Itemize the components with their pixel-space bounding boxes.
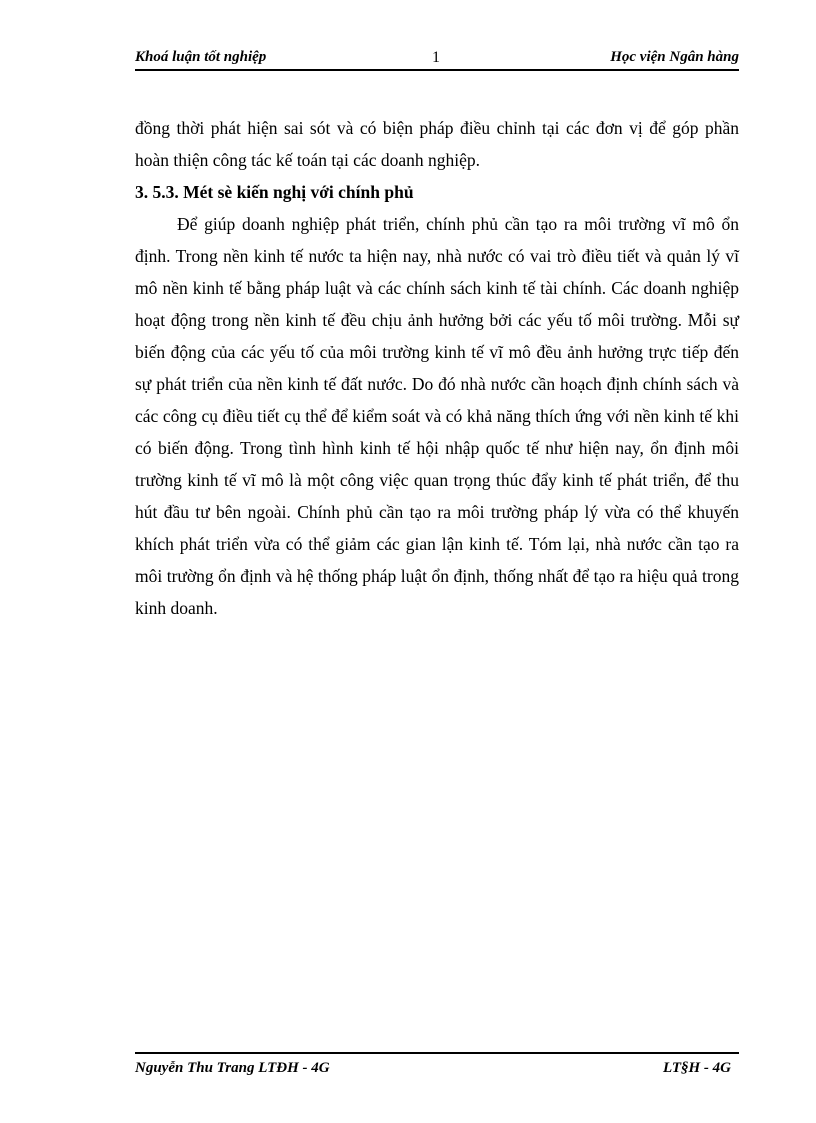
page-number: 1 [432,49,440,66]
paragraph-continuation: đồng thời phát hiện sai sót và có biện pháp điều chỉnh tại các đơn vị để góp phần hoàn thiện công tác kế toán tại các doanh nghiệp. [135,118,739,170]
page-header [135,49,739,71]
footer-author: Nguyễn Thu Trang LTĐH - 4G [135,1060,330,1076]
header-institution: Học viện Ngân hàng [610,49,739,65]
paragraph-recommendations: Để giúp doanh nghiệp phát triển, chính phủ cần tạo ra môi trường vĩ mô ổn định. Trong nền kinh tế nước ta hiện nay, nhà nước có vai trò điều tiết và quản lý vĩ mô nền kinh tế bằng pháp luật và các chính sách kinh tế tài chính. Các doanh nghiệp hoạt động trong nền kinh tế đều chịu ảnh hưởng bởi các yếu tố môi trường. Mỗi sự biến động của các yếu tố của môi trường kinh tế vĩ mô đều ảnh hưởng trực tiếp đến sự phát triển của nền kinh tế đất nước. Do đó nhà nước cần hoạch định chính sách và các công cụ điều tiết cụ thể để kiểm soát và có khả năng thích ứng với nền kinh tế khi có biến động. Trong tình hình kinh tế hội nhập quốc tế như hiện nay, ổn định môi trường kinh tế vĩ mô là một công việc quan trọng thúc đẩy kinh tế phát triển, để thu hút đầu tư bên ngoài. Chính phủ cần tạo ra môi trường pháp lý vừa có thể khuyến khích phát triển vừa có thể giảm các gian lận kinh tế. Tóm lại, nhà nước cần tạo ra môi trường ổn định và hệ thống pháp luật ổn định, thống nhất để tạo ra hiệu quả trong kinh doanh. [135,214,739,618]
footer-class: LT§H - 4G [662,1060,731,1076]
header-thesis-title: Khoá luận tốt nghiệp [135,49,267,65]
page-footer [135,1052,739,1076]
document-body [135,112,739,624]
section-heading: 3. 5.3. Mét sè kiến nghị với chính phủ [135,182,414,202]
